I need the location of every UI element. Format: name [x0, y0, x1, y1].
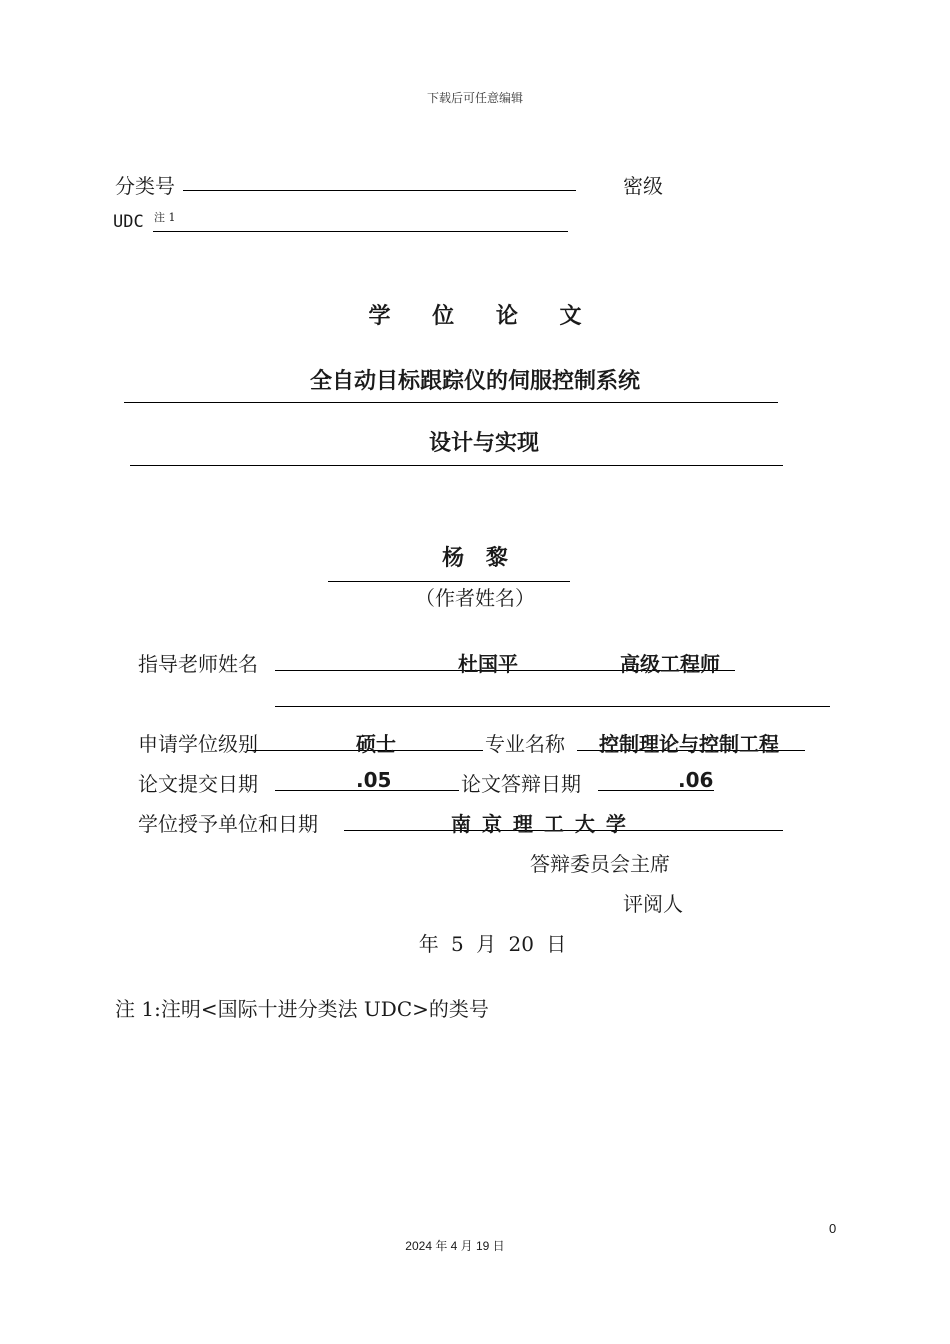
thesis-title-line2: 设计与实现 [428, 431, 539, 456]
author-name: 杨 黎 [442, 546, 508, 571]
major-value: 控制理论与控制工程 [599, 732, 779, 756]
advisor-name: 杜国平 [458, 652, 518, 676]
header-note: 下载后可任意编辑 [426, 91, 523, 105]
footer-date: 2024 年 4 月 19 日 [405, 1239, 505, 1253]
title-line2-rule [130, 465, 783, 466]
classification-blank [183, 190, 576, 191]
classification-label: 分类号 [115, 174, 175, 198]
committee-chair: 答辩委员会主席 [530, 852, 670, 876]
date-line: 年 5 月 20 日 [418, 932, 567, 956]
secret-level-label: 密级 [623, 174, 663, 198]
degree-level-label: 申请学位级别 [138, 732, 258, 756]
footnote: 注 1:注明<国际十进分类法 UDC>的类号 [115, 997, 489, 1021]
title-line1-rule [124, 402, 778, 403]
author-caption: （作者姓名） [415, 586, 535, 610]
reviewer-label: 评阅人 [623, 892, 683, 916]
advisor-label: 指导老师姓名 [138, 652, 258, 676]
advisor-title: 高级工程师 [620, 652, 720, 676]
udc-blank [153, 231, 568, 232]
udc-label: UDC [113, 212, 144, 232]
udc-note-marker: 注 1 [154, 211, 176, 224]
grant-unit: 南 京 理 工 大 学 [451, 812, 626, 836]
thesis-heading: 学 位 论 文 [368, 304, 582, 329]
submit-date-label: 论文提交日期 [138, 772, 258, 796]
degree-level-value: 硕士 [356, 732, 396, 756]
thesis-title-line1: 全自动目标跟踪仪的伺服控制系统 [309, 369, 640, 394]
grant-label: 学位授予单位和日期 [138, 812, 318, 836]
submit-date-value: .05 [356, 768, 392, 792]
defense-date-value: .06 [678, 768, 714, 792]
major-label: 专业名称 [485, 732, 565, 756]
advisor-second-rule [275, 706, 830, 707]
defense-date-label: 论文答辩日期 [461, 772, 581, 796]
page-number: 0 [829, 1221, 837, 1236]
